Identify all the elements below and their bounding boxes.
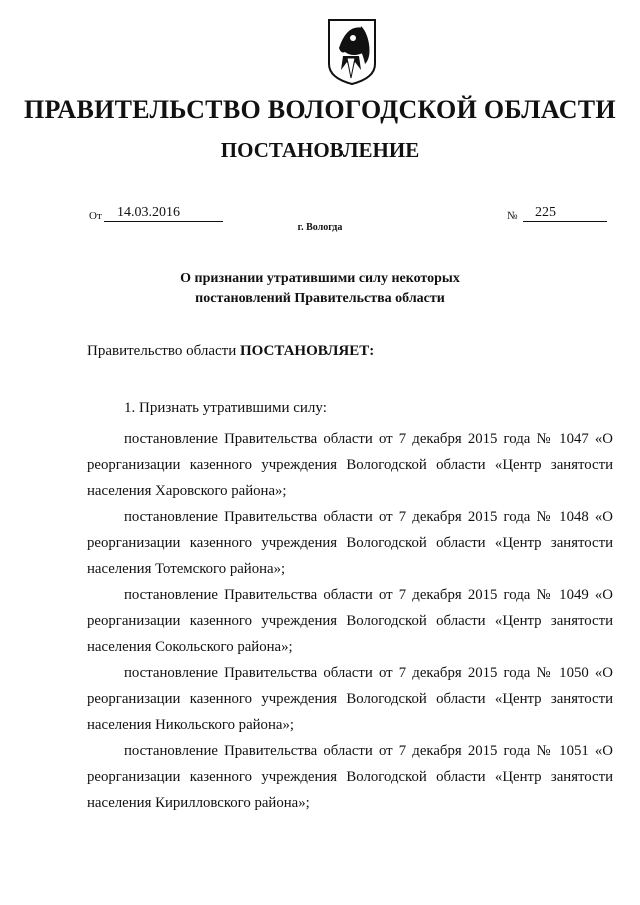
body-paragraph: постановление Правительства области от 7 декабря 2015 года № 1047 «О реорганизации казенного учреждения Вологодской области «Центр занятости населения Харовского района»; [87,431,613,499]
body-paragraph: постановление Правительства области от 7 декабря 2015 года № 1050 «О реорганизации казенного учреждения Вологодской области «Центр занятости населения Никольского района»; [87,665,613,733]
title-line: О признании утратившими силу некоторых [180,271,460,286]
decree-verb: ПОСТАНОВЛЯЕТ: [239,343,375,359]
decree-statement [87,343,374,360]
date-label: От [89,210,102,222]
decree-subject: Правительство области [87,343,237,359]
title-line: постановлений Правительства области [195,291,445,306]
body-paragraph: постановление Правительства области от 7 декабря 2015 года № 1051 «О реорганизации казенного учреждения Вологодской области «Центр занятости населения Кирилловского района»; [87,743,613,811]
city-label: г. Вологда [297,222,343,233]
date-value: 14.03.2016 [117,205,180,220]
number-label: № [507,210,518,222]
vologda-coat-of-arms-icon [327,18,377,86]
body-paragraph: постановление Правительства области от 7 декабря 2015 года № 1048 «О реорганизации казенного учреждения Вологодской области «Центр занятости населения Тотемского района»; [87,509,613,577]
organization-title: ПРАВИТЕЛЬСТВО ВОЛОГОДСКОЙ ОБЛАСТИ [24,95,616,124]
item-1-heading: 1. Признать утратившими силу: [124,400,327,416]
number-value: 225 [535,205,556,220]
body-paragraph: постановление Правительства области от 7 декабря 2015 года № 1049 «О реорганизации казенного учреждения Вологодской области «Центр занятости населения Сокольского района»; [87,587,613,655]
document-body [87,426,613,816]
document-subject-title [0,269,640,309]
document-type: ПОСТАНОВЛЕНИЕ [220,138,420,162]
